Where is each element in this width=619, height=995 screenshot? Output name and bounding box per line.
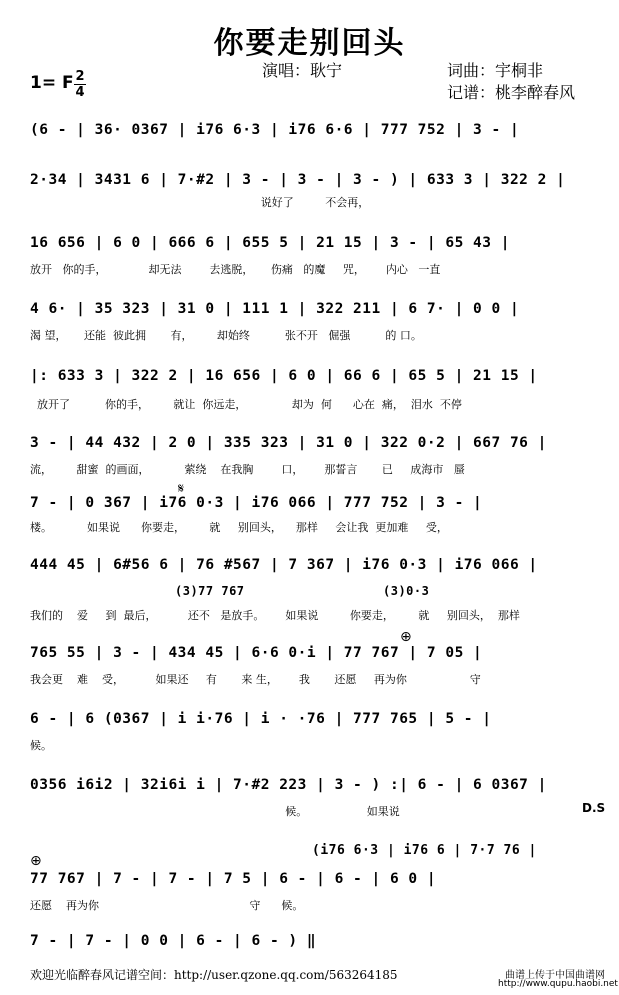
transcriber-credit: 记谱：桃李醉春风 (447, 83, 576, 102)
notation-line: 77 767 | 7 - | 7 - | 7 5 | 6 - | 6 - | 6 0 | (30, 871, 437, 887)
lyric-line: 候。 如果说 (30, 805, 400, 818)
notation-line: 765 55 | 3 - | 434 45 | 6·6 0·i | 77 767 | 7 05 | (30, 645, 483, 661)
lyric-line: 我们的 爱 到 最后， 还不 是放手。 如果说 你要走， 就 别回头， 那样 (30, 609, 520, 622)
time-signature-bottom: 4 (75, 85, 85, 100)
coda-sign: ⊕ (400, 629, 412, 645)
key-signature: 1= F (30, 73, 74, 93)
lyric-line: 候。 (30, 739, 52, 752)
ds-marking: D.S (582, 801, 606, 815)
notation-line: 3 - | 44 432 | 2 0 | 335 323 | 31 0 | 322 0·2 | 667 76 | (30, 435, 547, 451)
lyric-line: 楼。 如果说 你要走， 就 别回头， 那样 会让我 更加难 受， (30, 521, 448, 534)
lyric-line: 流， 甜蜜 的画面， 萦绕 在我胸 口， 那誓言 已 成海市 蜃 (30, 463, 465, 476)
notation-line: 16 656 | 6 0 | 666 6 | 655 5 | 21 15 | 3 - | 65 43 | (30, 235, 510, 251)
alt-notation-2: (3)0·3 (383, 584, 430, 598)
notation-line: |: 633 3 | 322 2 | 16 656 | 6 0 | 66 6 | 65 5 | 21 15 | (30, 368, 538, 384)
lyric-line: 放开 你的手， 却无法 去逃脱， 伤痛 的魔 咒， 内心 一直 (30, 263, 441, 276)
notation-line: 6 - | 6 (0367 | i i·76 | i · ·76 | 777 765 | 5 - | (30, 711, 492, 727)
singer-credit: 演唱：耿宁 (262, 61, 343, 80)
lyric-line: 还愿 再为你 守 候。 (30, 899, 304, 912)
lyric-line: 渴 望， 还能 彼此拥 有， 却始终 张不开 倔强 的 口。 (30, 329, 422, 342)
segno-sign: 𝄋 (178, 481, 185, 497)
composer-credit: 词曲：宇桐非 (447, 61, 544, 80)
notation-line: 0356 i6i2 | 32i6i i | 7·#2 223 | 3 - ) :| 6 - | 6 0367 | (30, 777, 547, 793)
notation-line: 2·34 | 3431 6 | 7·#2 | 3 - | 3 - | 3 - ) | 633 3 | 322 2 | (30, 172, 566, 188)
notation-line: 444 45 | 6#56 6 | 76 #567 | 7 367 | i76 0·3 | i76 066 | (30, 557, 538, 573)
site-credit-2: http://www.qupu.haobi.net (498, 979, 618, 989)
alt-notation-1: (3)77 767 (175, 584, 245, 598)
alt-notation-3: (i76 6·3 | i76 6 | 7·7 76 | (312, 843, 537, 858)
notation-line: 4 6· | 35 323 | 31 0 | 111 1 | 322 211 | 6 7· | 0 0 | (30, 301, 520, 317)
notation-line: 7 - | 0 367 | i76 0·3 | i76 066 | 777 752 | 3 - | (30, 495, 483, 511)
song-title: 你要走别回头 (213, 26, 406, 61)
lyric-line: 放开了 你的手， 就让 你远走， 却为 何 心在 痛， 泪水 不停 (30, 398, 462, 411)
notation-line: 7 - | 7 - | 0 0 | 6 - | 6 - ) ‖ (30, 933, 317, 949)
site-credit-1: 曲谱上传于中国曲谱网 (505, 970, 605, 981)
notation-line: (6 - | 36· 0367 | i76 6·3 | i76 6·6 | 777 752 | 3 - | (30, 122, 520, 138)
time-signature-top: 2 (75, 69, 85, 84)
lyric-line: 说好了 不会再， (30, 196, 370, 209)
lyric-line: 我会更 难 受， 如果还 有 来 生， 我 还愿 再为你 守 (30, 673, 481, 686)
coda-sign: ⊕ (30, 853, 42, 869)
footer-text: 欢迎光临醉春风记谱空间：http://user.qzone.qq.com/563264185 (30, 968, 398, 982)
